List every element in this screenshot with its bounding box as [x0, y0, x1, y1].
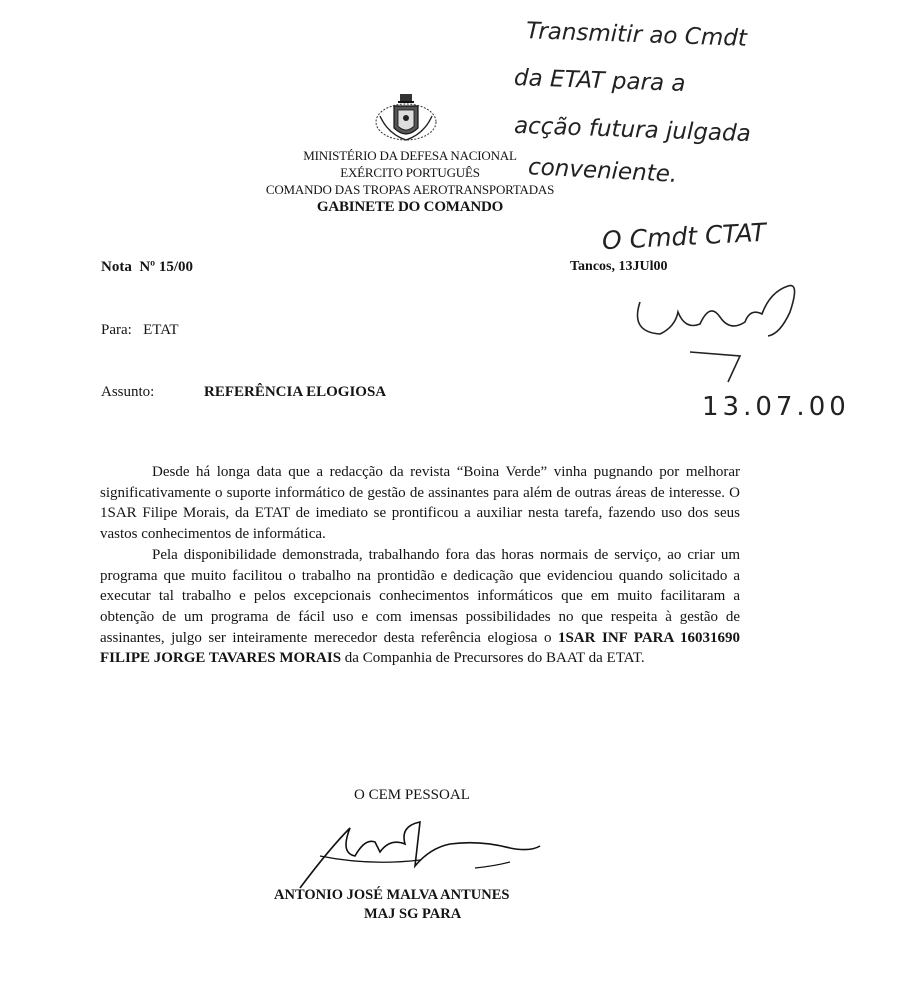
recipient-value: ETAT [143, 322, 179, 338]
handwritten-date: 13.07.00 [702, 392, 850, 422]
signatory-role: O CEM PESSOAL [354, 787, 470, 803]
recipient-line [101, 322, 179, 339]
note-number-value: Nº 15/00 [139, 259, 194, 275]
handwritten-annotation-signoff: O Cmdt CTAT [601, 217, 767, 256]
letter-body [100, 462, 740, 669]
signatory-name: ANTONIO JOSÉ MALVA ANTUNES [274, 887, 510, 903]
body-paragraph-1: Desde há longa data que a redacção da revista “Boina Verde” vinha pugnando por melhorar significativamente o suporte informático de gestão de assinantes para além de outras áreas de interesse. O 1SAR Filipe Morais, da ETAT de imediato se prontificou a auxiliar nesta tarefa, fazendo uso dos seus vastos conhecimentos de informática. [100, 464, 740, 543]
subject-label: Assunto: [101, 384, 155, 400]
body-paragraph-2-text: Pela disponibilidade demonstrada, trabalhando fora das horas normais de serviço, ao criar um programa que muito facilitou o trabalho na prontidão e dedicação que evidenciou quando solicitado a executar tal trabalho e pelos excepcionais conhecimentos informáticos que em muito facilitaram a obtenção de um programa de fácil uso e com imensas possibilidades no que respeita à gestão de assinantes, julgo ser inteiramente merecedor desta referência elogiosa o [100, 546, 740, 646]
praised-soldier-name: 1SAR INF PARA 16031690 FILIPE JORGE TAVARES MORAIS [100, 629, 740, 667]
army-heading: EXÉRCITO PORTUGUÊS [340, 165, 480, 180]
command-heading: COMANDO DAS TROPAS AEROTRANSPORTADAS [265, 182, 555, 197]
handwritten-annotation-line-4: conveniente. [527, 154, 678, 188]
body-paragraph-2-end: da Companhia de Precursores do BAAT da ETAT. [341, 650, 645, 667]
handwritten-signature [280, 808, 580, 898]
coat-of-arms-emblem [370, 88, 442, 148]
handwritten-commander-signature [630, 272, 830, 392]
place-date: Tancos, 13JUl00 [570, 259, 668, 274]
note-number [101, 259, 193, 276]
ministry-heading: MINISTÉRIO DA DEFESA NACIONAL [303, 148, 517, 163]
signatory-rank: MAJ SG PARA [364, 906, 462, 922]
office-heading: GABINETE DO COMANDO [316, 199, 504, 215]
subject-value: REFERÊNCIA ELOGIOSA [204, 384, 387, 400]
recipient-label: Para: [101, 322, 132, 338]
handwritten-annotation-line-3: acção futura julgada [513, 112, 752, 148]
handwritten-annotation-line-1: Transmitir ao Cmdt [525, 18, 748, 52]
handwritten-annotation-line-2: da ETAT para a [513, 65, 686, 97]
note-label: Nota [101, 259, 132, 275]
body-paragraph-2 [100, 545, 740, 669]
